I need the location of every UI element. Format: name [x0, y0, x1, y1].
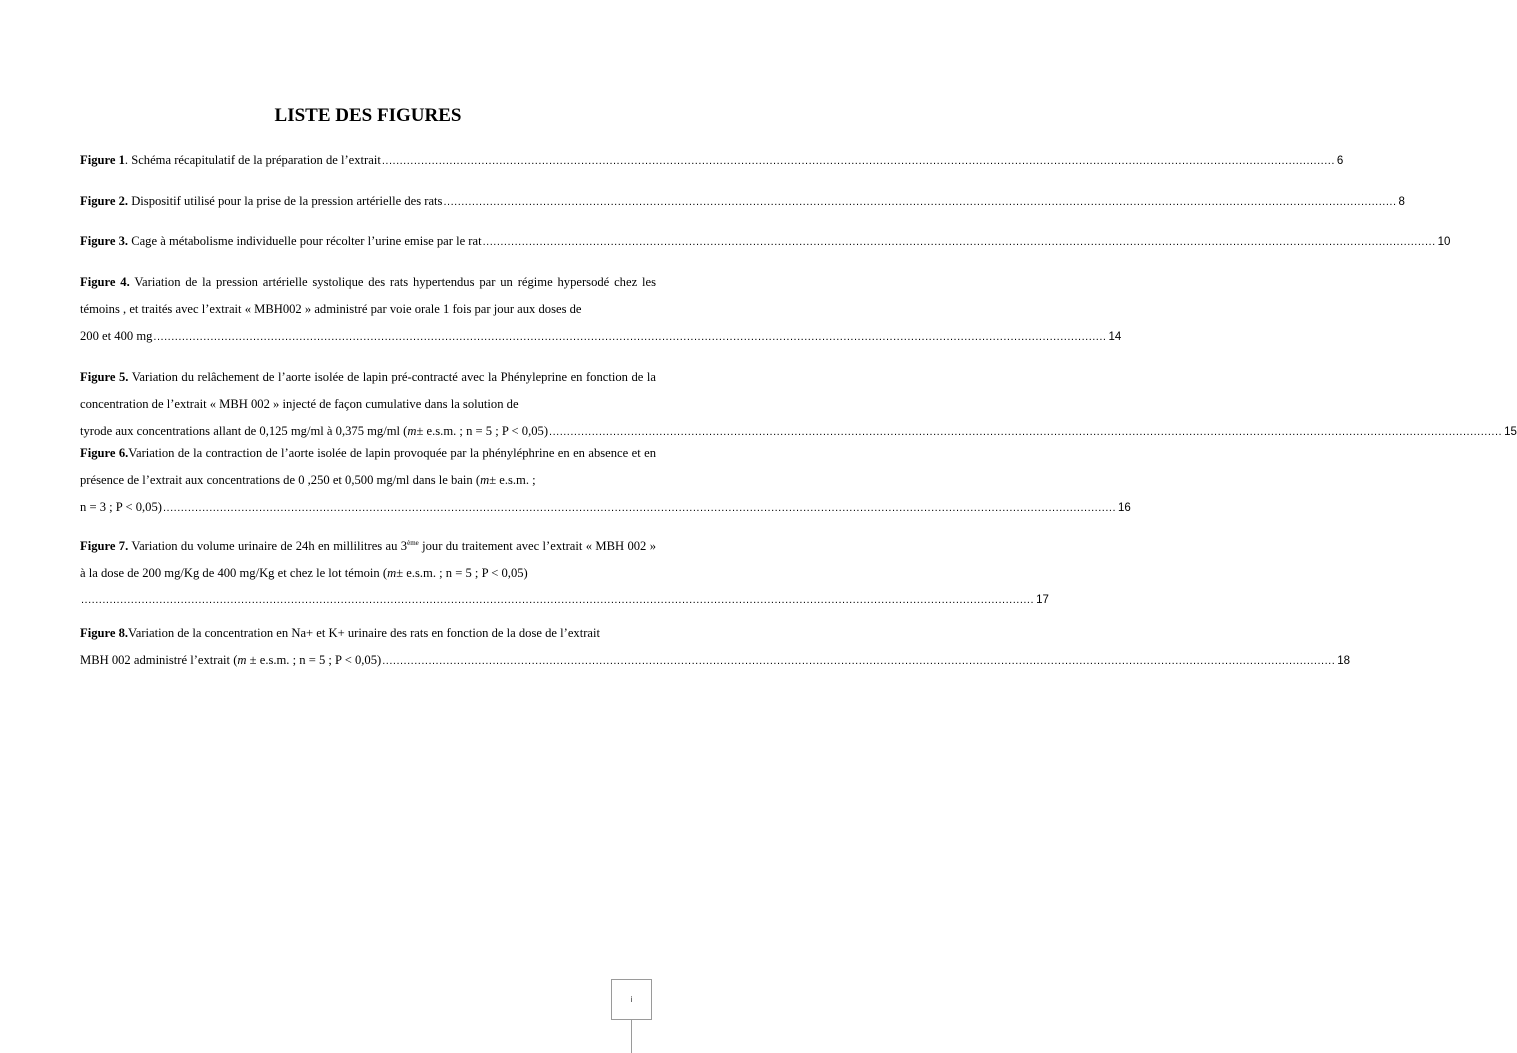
figure-caption: Variation du volume urinaire de 24h en millilitres au 3 — [128, 539, 408, 553]
footer-page-number-box — [611, 979, 652, 1020]
page-number: 18 — [1337, 655, 1351, 667]
page-number: 8 — [1398, 196, 1405, 208]
figure-caption-last-line: 200 et 400 mg — [80, 329, 153, 343]
dot-leader: ............................................................................................................................................................................................................................................................................ — [381, 155, 1335, 167]
dot-leader: ............................................................................................................................................................................................................................................................................ — [162, 502, 1117, 514]
footer-vertical-rule — [631, 1020, 632, 1053]
figure-caption-cont: jour du traitement avec l’extrait « MBH 002 » à la dose de 200 mg/Kg de 400 mg/Kg et chez le lot témoin ( — [80, 539, 656, 580]
figure-caption-stats: ± e.s.m. ; — [489, 473, 536, 487]
page-number: 14 — [1108, 331, 1122, 343]
dot-leader: ............................................................................................................................................................................................................................................................................ — [482, 236, 1436, 248]
mean-symbol: m — [237, 653, 247, 667]
figure-caption: Variation de la concentration en Na+ et K+ urinaire des rats en fonction de la dose de l’extrait — [128, 626, 600, 640]
toc-entry-figure-8[interactable] — [80, 620, 1351, 675]
figure-caption: Variation du relâchement de l’aorte isolée de lapin pré-contracté avec la Phényleprine en fonction de la concentration de l’extrait « MBH 002 » injecté de façon cumulative dans la solution de — [80, 370, 656, 411]
figure-caption-stats: ± e.s.m. ; n = 5 ; P < 0,05) — [396, 566, 528, 580]
toc-entry-figure-3[interactable] — [80, 228, 1451, 256]
figure-caption: Cage à métabolisme individuelle pour récolter l’urine emise par le rat — [128, 234, 482, 248]
page-number: 17 — [1036, 594, 1049, 606]
figure-caption: Dispositif utilisé pour la prise de la pression artérielle des rats — [128, 194, 443, 208]
figure-label: Figure 8. — [80, 626, 129, 640]
figure-caption: Variation de la contraction de l’aorte isolée de lapin provoquée par la phényléphrine en en absence et en présence de l’extrait aux concentrations de 0 ,250 et 0,500 mg/ml dans le bain ( — [80, 446, 656, 487]
dot-leader: ............................................................................................................................................................................................................................................................................ — [81, 594, 1035, 606]
mean-symbol: m — [407, 424, 417, 438]
figure-label: Figure 2. — [80, 194, 129, 208]
page-number: 16 — [1118, 502, 1131, 514]
page-title: LISTE DES FIGURES — [274, 105, 462, 126]
figure-label: Figure 3. — [80, 234, 129, 248]
mean-symbol: m — [480, 473, 490, 487]
figure-caption: . Schéma récapitulatif de la préparation de l’extrait — [124, 153, 381, 167]
page-number: 10 — [1437, 236, 1451, 248]
toc-entry-figure-6[interactable] — [80, 440, 1131, 522]
toc-entry-figure-2[interactable] — [80, 188, 1405, 216]
figure-label: Figure 4. — [80, 275, 130, 289]
dot-leader: ............................................................................................................................................................................................................................................................................ — [153, 331, 1107, 343]
figure-label: Figure 5. — [80, 370, 129, 384]
figure-caption: Variation de la pression artérielle systolique des rats hypertendus par un régime hypersodé chez les témoins , et traités avec l’extrait « MBH002 » administré par voie orale 1 fois par jour aux doses de — [80, 275, 656, 316]
toc-entry-figure-1[interactable] — [80, 147, 1344, 175]
mean-symbol: m — [387, 566, 397, 580]
toc-entry-figure-4[interactable] — [80, 269, 1122, 351]
page-number: 6 — [1336, 155, 1344, 167]
superscript: ème — [407, 539, 419, 547]
figure-label: Figure 7. — [80, 539, 129, 553]
figure-caption-stats: ± e.s.m. ; n = 5 ; P < 0,05) — [416, 424, 549, 438]
footer-page-number: i — [630, 995, 633, 1004]
toc-entry-figure-5[interactable] — [80, 364, 1517, 446]
dot-leader: ............................................................................................................................................................................................................................................................................ — [382, 655, 1336, 667]
toc-entry-figure-7[interactable] — [80, 530, 1049, 614]
figure-caption-last-line: n = 3 ; P < 0,05) — [80, 500, 162, 514]
page-number: 15 — [1504, 426, 1517, 438]
figure-label: Figure 6. — [80, 446, 129, 460]
figure-caption-last-line: MBH 002 administré l’extrait ( — [80, 653, 238, 667]
dot-leader: ............................................................................................................................................................................................................................................................................ — [443, 196, 1397, 208]
figure-label: Figure 1 — [80, 153, 125, 167]
figure-caption-stats: ± e.s.m. ; n = 5 ; P < 0,05) — [246, 653, 382, 667]
figure-caption-last-line: tyrode aux concentrations allant de 0,125 mg/ml à 0,375 mg/ml ( — [80, 424, 408, 438]
dot-leader: ............................................................................................................................................................................................................................................................................ — [549, 426, 1503, 438]
